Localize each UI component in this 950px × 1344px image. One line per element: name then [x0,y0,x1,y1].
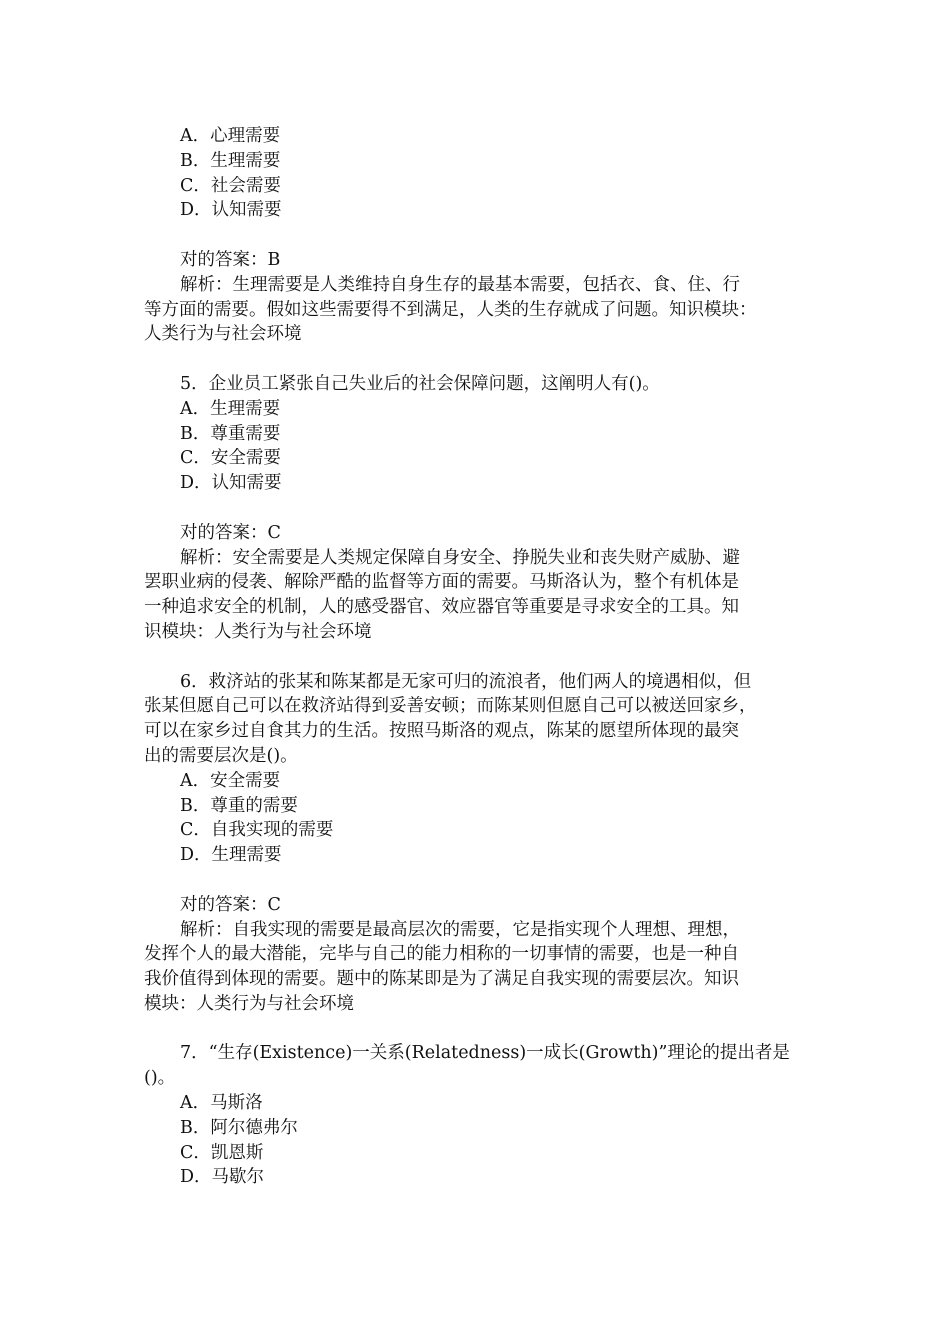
analysis-line: 一种追求安全的机制，人的感受器官、效应器官等重要是寻求安全的工具。知 [144,597,739,618]
document-body [144,124,816,1190]
option-b: B．阿尔德弗尔 [180,1117,298,1138]
analysis-line: 解析：安全需要是人类规定保障自身安全、挣脱失业和丧失财产威胁、避 [180,547,740,568]
analysis-line: 模块：人类行为与社会环境 [144,993,354,1014]
analysis-line: 我价值得到体现的需要。题中的陈某即是为了满足自我实现的需要层次。知识 [144,969,739,990]
option-b: B．生理需要 [180,150,281,171]
question-7 [144,1041,816,1190]
option-c: C．社会需要 [180,175,281,196]
question-5 [144,372,816,645]
option-b: B．尊重需要 [180,423,281,444]
option-d: D．马歇尔 [180,1167,265,1188]
analysis-line: 罢职业病的侵袭、解除严酷的监督等方面的需要。马斯洛认为，整个有机体是 [144,572,739,593]
option-a: A．马斯洛 [180,1093,263,1114]
question-stem: 出的需要层次是()。 [144,745,298,766]
question-stem: 6．救济站的张某和陈某都是无家可归的流浪者，他们两人的境遇相似，但 [180,671,752,692]
analysis-line: 发挥个人的最大潜能，完毕与自己的能力相称的一切事情的需要，也是一种自 [144,944,739,965]
option-a: A．安全需要 [180,770,281,791]
spacer [144,1017,816,1042]
spacer [144,496,816,521]
option-a: A．生理需要 [180,398,281,419]
option-b: B．尊重的需要 [180,795,298,816]
spacer [144,868,816,893]
question-4 [144,124,816,347]
spacer [144,645,816,670]
analysis-line: 人类行为与社会环境 [144,324,302,345]
question-stem: 张某但愿自己可以在救济站得到妥善安顿；而陈某则但愿自己可以被送回家乡， [144,696,757,717]
analysis-line: 解析：自我实现的需要是最高层次的需要，它是指实现个人理想、理想， [180,919,740,940]
answer: 对的答案：C [180,894,281,915]
option-a: A．心理需要 [180,126,281,146]
question-stem: 5．企业员工紧张自己失业后的社会保障问题，这阐明人有()。 [180,373,660,394]
option-d: D．认知需要 [180,200,282,221]
spacer [144,347,816,372]
answer: 对的答案：B [180,249,281,270]
question-stem: 可以在家乡过自食其力的生活。按照马斯洛的观点，陈某的愿望所体现的最突 [144,721,739,742]
answer: 对的答案：C [180,522,281,543]
option-c: C．凯恩斯 [180,1142,264,1163]
option-d: D．认知需要 [180,473,282,494]
question-stem: ()。 [144,1068,176,1089]
analysis-line: 识模块：人类行为与社会环境 [144,621,372,642]
question-stem: 7．“生存(Existence)一关系(Relatedness)一成长(Growth)”理论的提出者是 [180,1043,790,1064]
question-6 [144,670,816,1017]
spacer [144,223,816,248]
analysis-line: 解析：生理需要是人类维持自身生存的最基本需要，包括衣、食、住、行 [180,274,740,295]
option-d: D．生理需要 [180,845,282,866]
analysis-line: 等方面的需要。假如这些需要得不到满足，人类的生存就成了问题。知识模块： [144,299,757,320]
option-c: C．自我实现的需要 [180,820,334,841]
option-c: C．安全需要 [180,448,281,469]
